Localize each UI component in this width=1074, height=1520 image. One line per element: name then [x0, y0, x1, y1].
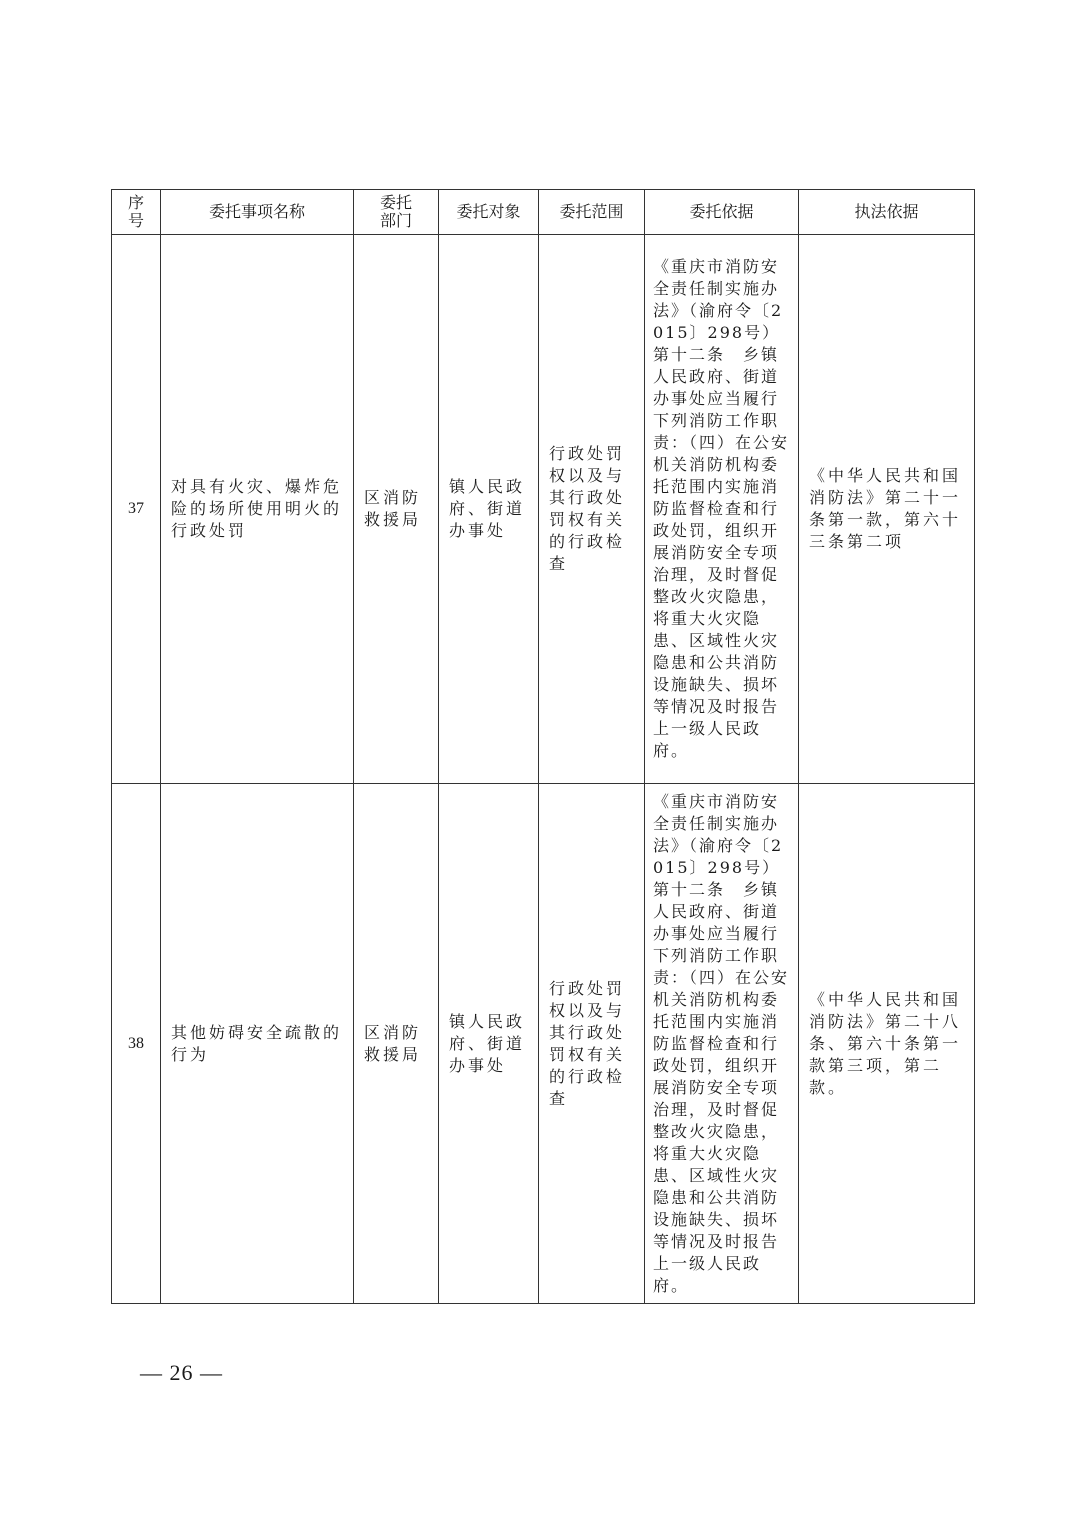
- row-department: 区消防救援局: [354, 784, 439, 1304]
- row-seq: 37: [112, 235, 161, 784]
- header-scope: 委托范围: [539, 190, 645, 235]
- row-item-name: 对具有火灾、爆炸危险的场所使用明火的行政处罚: [161, 235, 354, 784]
- delegation-table: [111, 189, 975, 1304]
- row-target: 镇人民政府、街道办事处: [439, 235, 539, 784]
- table-row: [112, 784, 975, 1304]
- header-item-name: 委托事项名称: [161, 190, 354, 235]
- row-target: 镇人民政府、街道办事处: [439, 784, 539, 1304]
- row-seq: 38: [112, 784, 161, 1304]
- header-law-basis: 执法依据: [799, 190, 975, 235]
- row-law-basis: 《中华人民共和国消防法》第二十八条、第六十条第一款第三项，第二款。: [799, 784, 975, 1304]
- row-scope: 行政处罚权以及与其行政处罚权有关的行政检查: [539, 784, 645, 1304]
- row-department: 区消防救援局: [354, 235, 439, 784]
- header-target: 委托对象: [439, 190, 539, 235]
- row-basis: 《重庆市消防安全责任制实施办法》（渝府令〔2015〕298号）第十二条 乡镇人民政府、街道办事处应当履行下列消防工作职责：（四）在公安机关消防机构委托范围内实施消防监督检查和行政处罚，组织开展消防安全专项治理，及时督促整改火灾隐患，将重大火灾隐患、区域性火灾隐患和公共消防设施缺失、损坏等情况及时报告上一级人民政府。: [645, 235, 799, 784]
- header-department: 委托部门: [354, 190, 439, 235]
- row-basis: 《重庆市消防安全责任制实施办法》（渝府令〔2015〕298号）第十二条 乡镇人民政府、街道办事处应当履行下列消防工作职责：（四）在公安机关消防机构委托范围内实施消防监督检查和行政处罚，组织开展消防安全专项治理，及时督促整改火灾隐患，将重大火灾隐患、区域性火灾隐患和公共消防设施缺失、损坏等情况及时报告上一级人民政府。: [645, 784, 799, 1304]
- header-seq: 序号: [112, 190, 161, 235]
- table-row: [112, 235, 975, 784]
- table-header-row: [112, 190, 975, 235]
- row-law-basis: 《中华人民共和国消防法》第二十一条第一款，第六十三条第二项: [799, 235, 975, 784]
- page-number: — 26 —: [140, 1360, 223, 1385]
- row-item-name: 其他妨碍安全疏散的行为: [161, 784, 354, 1304]
- header-basis: 委托依据: [645, 190, 799, 235]
- row-scope: 行政处罚权以及与其行政处罚权有关的行政检查: [539, 235, 645, 784]
